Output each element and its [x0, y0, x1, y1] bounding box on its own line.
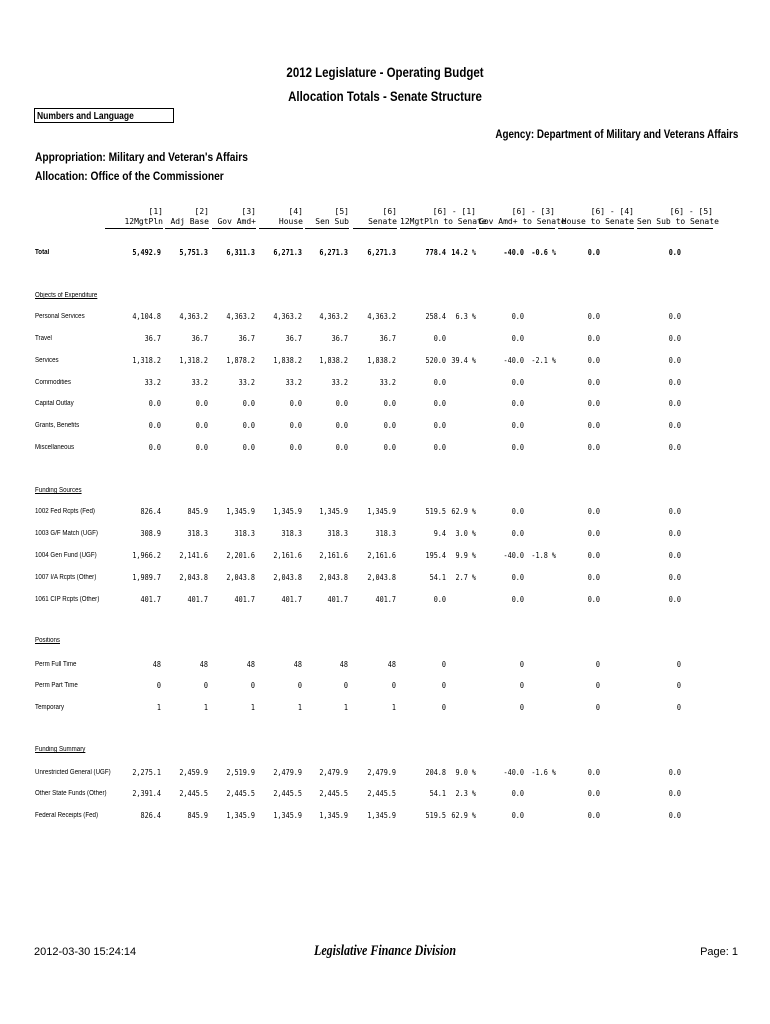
table-cell: 0.0: [383, 399, 396, 408]
table-cell: 6,271.3: [319, 248, 348, 257]
column-number: [6] - [1]: [432, 207, 476, 216]
row-label: 1004 Gen Fund (UGF): [35, 552, 97, 559]
table-cell: 2,275.1: [132, 768, 161, 777]
row-label: 1002 Fed Rcpts (Fed): [35, 508, 95, 515]
table-cell: 0: [391, 681, 396, 690]
table-cell: 33.2: [238, 378, 255, 387]
box-label: Numbers and Language: [37, 111, 134, 122]
column-number: [1]: [148, 207, 163, 216]
table-cell: 845.9: [187, 507, 208, 516]
table-cell: 0.0: [433, 421, 446, 430]
table-cell: 0.0: [668, 529, 681, 538]
table-cell: 0.0: [668, 421, 681, 430]
table-cell: 0.0: [587, 443, 600, 452]
table-cell: 2,043.8: [226, 573, 255, 582]
column-header: [558, 207, 634, 229]
table-cell: 0.0: [511, 399, 524, 408]
table-cell: -40.0: [503, 551, 524, 560]
table-cell: 2.7 %: [455, 573, 476, 582]
table-cell: 36.7: [144, 334, 161, 343]
column-number: [6] - [4]: [590, 207, 634, 216]
table-cell: 0.0: [511, 529, 524, 538]
table-cell: 0.0: [587, 334, 600, 343]
table-cell: 2,445.5: [226, 789, 255, 798]
section-objects: Objects of Expenditure: [35, 292, 98, 299]
table-cell: 5,751.3: [179, 248, 208, 257]
footer-division: Legislative Finance Division: [314, 943, 456, 959]
table-cell: 0: [595, 660, 600, 669]
table-cell: 54.1: [429, 573, 446, 582]
table-cell: 0.0: [383, 421, 396, 430]
table-cell: 0.0: [587, 312, 600, 321]
table-cell: 36.7: [331, 334, 348, 343]
table-cell: 778.4: [425, 248, 446, 257]
row-label: Personal Services: [35, 313, 85, 320]
table-cell: 6.3 %: [455, 312, 476, 321]
table-cell: 0.0: [587, 421, 600, 430]
row-label: Temporary: [35, 704, 65, 711]
table-cell: 1: [250, 703, 255, 712]
section-positions: Positions: [35, 637, 60, 644]
table-cell: 0.0: [587, 507, 600, 516]
table-cell: 0.0: [195, 399, 208, 408]
table-cell: 62.9 %: [451, 811, 476, 820]
table-cell: 318.3: [281, 529, 302, 538]
table-cell: -1.6 %: [531, 768, 556, 777]
table-cell: 0.0: [668, 356, 681, 365]
table-cell: 401.7: [140, 595, 161, 604]
report-subtitle: Allocation Totals - Senate Structure: [288, 88, 482, 104]
table-cell: 0.0: [668, 573, 681, 582]
table-cell: 0.0: [335, 421, 348, 430]
table-cell: 0.0: [289, 421, 302, 430]
table-cell: 0.0: [668, 334, 681, 343]
table-cell: 401.7: [234, 595, 255, 604]
column-name: 12MgtPln: [105, 217, 163, 229]
row-label: Miscellaneous: [35, 444, 75, 451]
table-cell: 318.3: [327, 529, 348, 538]
table-cell: 318.3: [234, 529, 255, 538]
row-label: Perm Full Time: [35, 661, 77, 668]
column-number: [5]: [334, 207, 349, 216]
column-number: [6]: [382, 207, 397, 216]
section-summary: Funding Summary: [35, 746, 86, 753]
table-cell: 0: [156, 681, 161, 690]
column-number: [2]: [194, 207, 209, 216]
table-cell: 519.5: [425, 507, 446, 516]
table-cell: 33.2: [144, 378, 161, 387]
table-cell: 0: [519, 703, 524, 712]
table-cell: 36.7: [238, 334, 255, 343]
table-cell: 48: [152, 660, 161, 669]
table-cell: 0.0: [335, 443, 348, 452]
table-cell: 0.0: [668, 551, 681, 560]
table-cell: 62.9 %: [451, 507, 476, 516]
table-cell: 0.0: [148, 443, 161, 452]
table-cell: 2.3 %: [455, 789, 476, 798]
table-cell: 0.0: [335, 399, 348, 408]
table-cell: 0.0: [587, 399, 600, 408]
table-cell: 0.0: [668, 811, 681, 820]
table-cell: 36.7: [191, 334, 208, 343]
table-cell: 48: [246, 660, 255, 669]
table-cell: 0.0: [148, 399, 161, 408]
row-label: 1007 I/A Rcpts (Other): [35, 574, 97, 581]
table-cell: 2,391.4: [132, 789, 161, 798]
row-label: Total: [35, 249, 50, 256]
table-cell: -40.0: [503, 356, 524, 365]
table-cell: 0: [519, 681, 524, 690]
table-cell: 0.0: [587, 595, 600, 604]
table-cell: 36.7: [285, 334, 302, 343]
table-cell: 1,838.2: [319, 356, 348, 365]
table-cell: 0.0: [511, 421, 524, 430]
table-cell: 0: [441, 660, 446, 669]
row-label: 1003 G/F Match (UGF): [35, 530, 98, 537]
table-cell: 0: [343, 681, 348, 690]
row-label: Federal Receipts (Fed): [35, 812, 99, 819]
column-name: 12MgtPln to Senate: [400, 217, 476, 229]
table-cell: -2.1 %: [531, 356, 556, 365]
table-cell: 1,345.9: [367, 507, 396, 516]
table-cell: 0.0: [289, 399, 302, 408]
table-cell: 0.0: [587, 551, 600, 560]
table-cell: 0: [595, 703, 600, 712]
table-cell: 1,345.9: [273, 507, 302, 516]
table-cell: 826.4: [140, 507, 161, 516]
table-cell: 4,363.2: [319, 312, 348, 321]
table-cell: 0.0: [668, 248, 681, 257]
table-cell: 2,479.9: [367, 768, 396, 777]
table-cell: -1.8 %: [531, 551, 556, 560]
table-cell: 0.0: [587, 378, 600, 387]
table-cell: 1,966.2: [132, 551, 161, 560]
table-cell: 0.0: [242, 399, 255, 408]
table-cell: 401.7: [187, 595, 208, 604]
row-label: 1061 CIP Rcpts (Other): [35, 596, 100, 603]
table-cell: 0.0: [668, 768, 681, 777]
table-cell: 0: [595, 681, 600, 690]
table-cell: 204.8: [425, 768, 446, 777]
column-name: House to Senate: [558, 217, 634, 229]
table-cell: 0.0: [433, 399, 446, 408]
table-cell: 2,043.8: [273, 573, 302, 582]
table-cell: 0.0: [511, 378, 524, 387]
table-cell: 1,345.9: [273, 811, 302, 820]
table-cell: 2,445.5: [273, 789, 302, 798]
table-cell: 0.0: [433, 378, 446, 387]
table-cell: 36.7: [379, 334, 396, 343]
table-cell: 318.3: [375, 529, 396, 538]
table-cell: 0: [676, 703, 681, 712]
table-cell: 0: [297, 681, 302, 690]
table-cell: 0.0: [195, 443, 208, 452]
section-funding: Funding Sources: [35, 487, 82, 494]
table-cell: 845.9: [187, 811, 208, 820]
table-cell: 1: [203, 703, 208, 712]
table-cell: 39.4 %: [451, 356, 476, 365]
allocation-label: Allocation: Office of the Commissioner: [35, 169, 224, 183]
column-header: [259, 207, 303, 229]
table-cell: 0.0: [195, 421, 208, 430]
column-header: [637, 207, 719, 229]
table-cell: 1,345.9: [319, 811, 348, 820]
table-cell: -0.6 %: [531, 248, 556, 257]
footer-page: Page: 1: [700, 946, 738, 958]
table-cell: 0.0: [511, 312, 524, 321]
table-cell: 3.0 %: [455, 529, 476, 538]
column-header: [105, 207, 163, 229]
table-cell: 14.2 %: [451, 248, 476, 257]
table-cell: 2,519.9: [226, 768, 255, 777]
column-name: Sen Sub: [305, 217, 349, 229]
table-cell: 318.3: [187, 529, 208, 538]
table-cell: 1,989.7: [132, 573, 161, 582]
table-cell: 5,492.9: [132, 248, 161, 257]
table-cell: 308.9: [140, 529, 161, 538]
table-cell: 48: [387, 660, 396, 669]
agency-label: Agency: Department of Military and Veterans Affairs: [495, 127, 738, 141]
footer-timestamp: 2012-03-30 15:24:14: [34, 946, 137, 958]
table-cell: 1,838.2: [367, 356, 396, 365]
table-cell: 401.7: [375, 595, 396, 604]
column-header: [479, 207, 566, 229]
table-cell: 0: [441, 681, 446, 690]
table-cell: 0.0: [587, 529, 600, 538]
table-cell: 2,479.9: [319, 768, 348, 777]
column-name: Adj Base: [165, 217, 209, 229]
table-cell: 2,445.5: [367, 789, 396, 798]
table-cell: 0: [676, 660, 681, 669]
column-number: [3]: [241, 207, 256, 216]
table-cell: 48: [293, 660, 302, 669]
table-cell: 0.0: [587, 573, 600, 582]
table-cell: 0.0: [433, 595, 446, 604]
row-label: Travel: [35, 335, 52, 342]
table-cell: 1: [391, 703, 396, 712]
report-title: 2012 Legislature - Operating Budget: [286, 64, 484, 80]
row-label: Grants, Benefits: [35, 422, 80, 429]
table-cell: 1,318.2: [179, 356, 208, 365]
table-cell: 0.0: [587, 768, 600, 777]
table-cell: 0: [250, 681, 255, 690]
table-cell: 1: [343, 703, 348, 712]
table-cell: 54.1: [429, 789, 446, 798]
table-cell: 0.0: [511, 443, 524, 452]
table-cell: 0.0: [511, 507, 524, 516]
table-cell: 2,445.5: [179, 789, 208, 798]
table-cell: 0.0: [511, 595, 524, 604]
row-label: Perm Part Time: [35, 682, 78, 689]
table-cell: 0: [203, 681, 208, 690]
table-cell: 48: [199, 660, 208, 669]
table-cell: 6,311.3: [226, 248, 255, 257]
table-cell: 0: [676, 681, 681, 690]
table-cell: 0: [519, 660, 524, 669]
table-cell: 2,161.6: [273, 551, 302, 560]
table-cell: 6,271.3: [367, 248, 396, 257]
table-cell: 0.0: [668, 595, 681, 604]
table-cell: 6,271.3: [273, 248, 302, 257]
table-cell: 0.0: [668, 378, 681, 387]
table-cell: 0.0: [242, 421, 255, 430]
table-cell: 1: [297, 703, 302, 712]
table-cell: 258.4: [425, 312, 446, 321]
table-cell: 195.4: [425, 551, 446, 560]
appropriation-label: Appropriation: Military and Veteran's Affairs: [35, 150, 248, 164]
column-number: [6] - [3]: [511, 207, 555, 216]
table-cell: 401.7: [281, 595, 302, 604]
table-cell: 1,878.2: [226, 356, 255, 365]
table-cell: 4,104.8: [132, 312, 161, 321]
numbers-language-box: [34, 108, 174, 123]
table-cell: 1,345.9: [226, 507, 255, 516]
table-cell: 0.0: [511, 789, 524, 798]
row-label: Capital Outlay: [35, 400, 74, 407]
column-header: [305, 207, 349, 229]
table-cell: 519.5: [425, 811, 446, 820]
table-cell: 9.4: [433, 529, 446, 538]
table-cell: 2,479.9: [273, 768, 302, 777]
table-cell: 0.0: [148, 421, 161, 430]
table-cell: -40.0: [503, 248, 524, 257]
table-cell: 0.0: [587, 356, 600, 365]
row-label: Other State Funds (Other): [35, 790, 107, 797]
table-cell: 0.0: [433, 334, 446, 343]
table-cell: -40.0: [503, 768, 524, 777]
table-cell: 4,363.2: [226, 312, 255, 321]
table-cell: 1: [156, 703, 161, 712]
table-cell: 48: [339, 660, 348, 669]
table-cell: 2,445.5: [319, 789, 348, 798]
table-cell: 0.0: [289, 443, 302, 452]
column-name: House: [259, 217, 303, 229]
table-cell: 2,141.6: [179, 551, 208, 560]
table-cell: 2,201.6: [226, 551, 255, 560]
column-name: Gov Amd+: [212, 217, 256, 229]
table-cell: 2,161.6: [319, 551, 348, 560]
table-cell: 0.0: [587, 811, 600, 820]
table-cell: 33.2: [331, 378, 348, 387]
table-cell: 1,838.2: [273, 356, 302, 365]
column-header: [212, 207, 256, 229]
table-cell: 0: [441, 703, 446, 712]
table-cell: 0.0: [587, 248, 600, 257]
table-cell: 4,363.2: [179, 312, 208, 321]
table-cell: 1,345.9: [226, 811, 255, 820]
table-cell: 1,345.9: [319, 507, 348, 516]
row-label: Commodities: [35, 379, 71, 386]
table-cell: 33.2: [285, 378, 302, 387]
table-cell: 33.2: [379, 378, 396, 387]
table-cell: 2,161.6: [367, 551, 396, 560]
column-name: Senate: [353, 217, 397, 229]
table-cell: 0.0: [511, 334, 524, 343]
column-name: Gov Amd+ to Senate: [479, 217, 555, 229]
column-number: [6] - [5]: [669, 207, 713, 216]
table-cell: 826.4: [140, 811, 161, 820]
table-cell: 0.0: [668, 789, 681, 798]
column-header: [165, 207, 209, 229]
table-cell: 0.0: [511, 811, 524, 820]
row-label: Unrestricted General (UGF): [35, 769, 111, 776]
table-cell: 520.0: [425, 356, 446, 365]
table-cell: 0.0: [433, 443, 446, 452]
table-cell: 0.0: [668, 312, 681, 321]
table-cell: 4,363.2: [273, 312, 302, 321]
table-cell: 0.0: [511, 573, 524, 582]
table-cell: 2,043.8: [319, 573, 348, 582]
table-cell: 401.7: [327, 595, 348, 604]
table-cell: 9.9 %: [455, 551, 476, 560]
table-cell: 2,043.8: [367, 573, 396, 582]
column-number: [4]: [288, 207, 303, 216]
table-cell: 9.0 %: [455, 768, 476, 777]
table-cell: 0.0: [668, 507, 681, 516]
table-cell: 0.0: [668, 443, 681, 452]
table-cell: 4,363.2: [367, 312, 396, 321]
column-header: [400, 207, 487, 229]
table-cell: 1,345.9: [367, 811, 396, 820]
table-cell: 0.0: [668, 399, 681, 408]
table-cell: 0.0: [587, 789, 600, 798]
row-label: Services: [35, 357, 59, 364]
table-cell: 0.0: [383, 443, 396, 452]
table-cell: 1,318.2: [132, 356, 161, 365]
column-name: Sen Sub to Senate: [637, 217, 713, 229]
table-cell: 2,043.8: [179, 573, 208, 582]
table-cell: 33.2: [191, 378, 208, 387]
table-cell: 2,459.9: [179, 768, 208, 777]
column-header: [353, 207, 397, 229]
table-cell: 0.0: [242, 443, 255, 452]
